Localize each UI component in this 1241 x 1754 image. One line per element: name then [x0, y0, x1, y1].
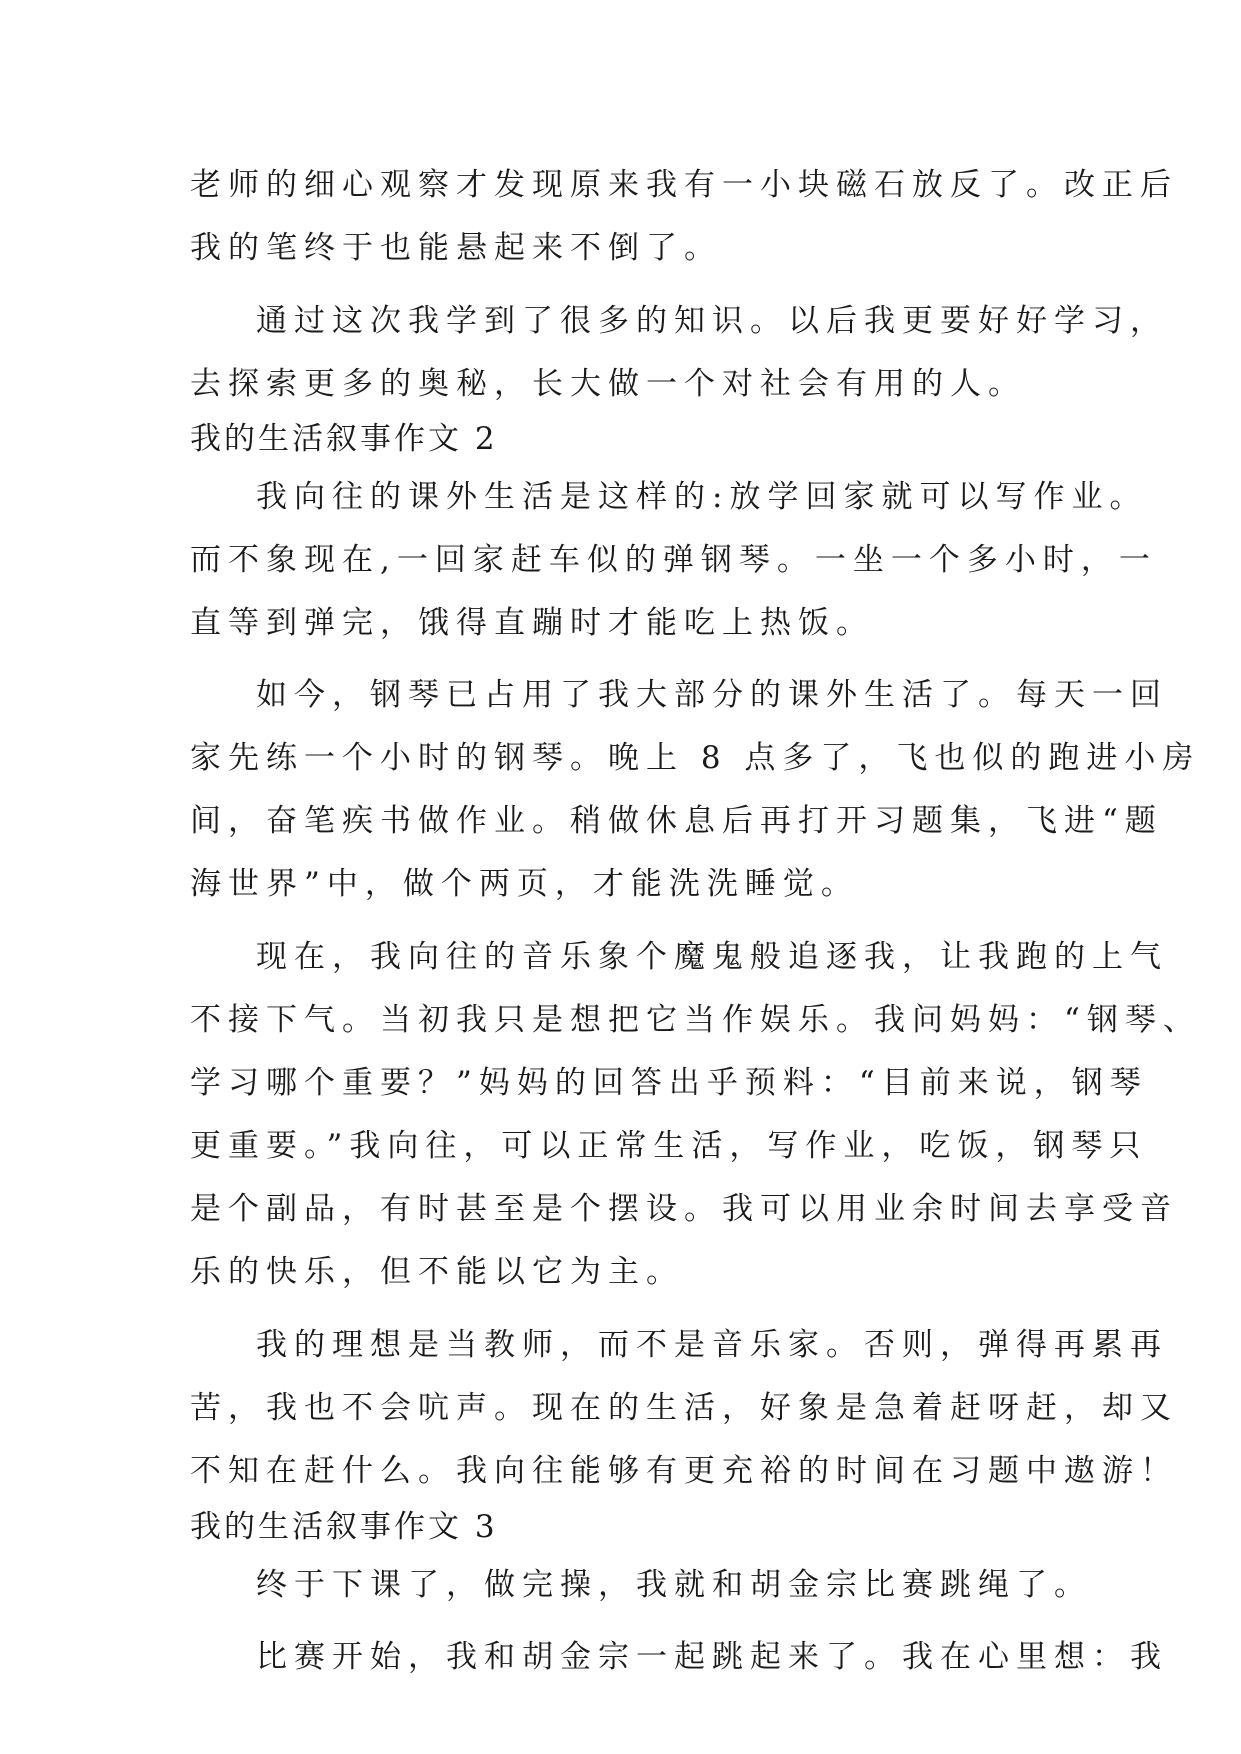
- text-line: 家先练一个小时的钢琴。晚上 8 点多了，飞也似的跑进小房: [190, 740, 1201, 776]
- text-line: 现在，我向往的音乐象个魔鬼般追逐我，让我跑的上气: [256, 939, 1168, 975]
- text-line: 更重要。”我向往，可以正常生活，写作业，吃饭，钢琴只: [190, 1128, 1148, 1164]
- text-line: 我向往的课外生活是这样的:放学回家就可以写作业。: [256, 479, 1148, 515]
- text-line: 海世界”中，做个两页，才能洗洗睡觉。: [190, 866, 859, 902]
- text-line: 通过这次我学到了很多的知识。以后我更要好好学习，: [256, 303, 1168, 339]
- section-heading: 我的生活叙事作文 3: [190, 1509, 498, 1545]
- text-line: 是个副品，有时甚至是个摆设。我可以用业余时间去享受音: [190, 1191, 1178, 1227]
- text-line: 我的笔终于也能悬起来不倒了。: [190, 230, 722, 266]
- section-heading: 我的生活叙事作文 2: [190, 421, 498, 457]
- text-line: 终于下课了，做完操，我就和胡金宗比赛跳绳了。: [256, 1567, 1092, 1603]
- text-line: 学习哪个重要？”妈妈的回答出乎预料：“目前来说，钢琴: [190, 1065, 1148, 1101]
- text-line: 不知在赶什么。我向往能够有更充裕的时间在习题中遨游！: [190, 1453, 1178, 1489]
- text-line: 而不象现在,一回家赶车似的弹钢琴。一坐一个多小时，一: [190, 542, 1157, 578]
- text-line: 不接下气。当初我只是想把它当作娱乐。我问妈妈：“钢琴、: [190, 1002, 1201, 1038]
- text-line: 老师的细心观察才发现原来我有一小块磁石放反了。改正后: [190, 167, 1178, 203]
- text-line: 苦，我也不会吭声。现在的生活，好象是急着赶呀赶，却又: [190, 1390, 1178, 1426]
- text-line: 去探索更多的奥秘，长大做一个对社会有用的人。: [190, 366, 1026, 402]
- text-line: 我的理想是当教师，而不是音乐家。否则，弹得再累再: [256, 1327, 1168, 1363]
- text-line: 如今，钢琴已占用了我大部分的课外生活了。每天一回: [256, 677, 1168, 713]
- text-line: 乐的快乐，但不能以它为主。: [190, 1254, 684, 1290]
- text-line: 直等到弹完，饿得直蹦时才能吃上热饭。: [190, 605, 874, 641]
- text-line: 比赛开始，我和胡金宗一起跳起来了。我在心里想：我: [256, 1639, 1168, 1675]
- text-line: 间，奋笔疾书做作业。稍做休息后再打开习题集，飞进“题: [190, 803, 1163, 839]
